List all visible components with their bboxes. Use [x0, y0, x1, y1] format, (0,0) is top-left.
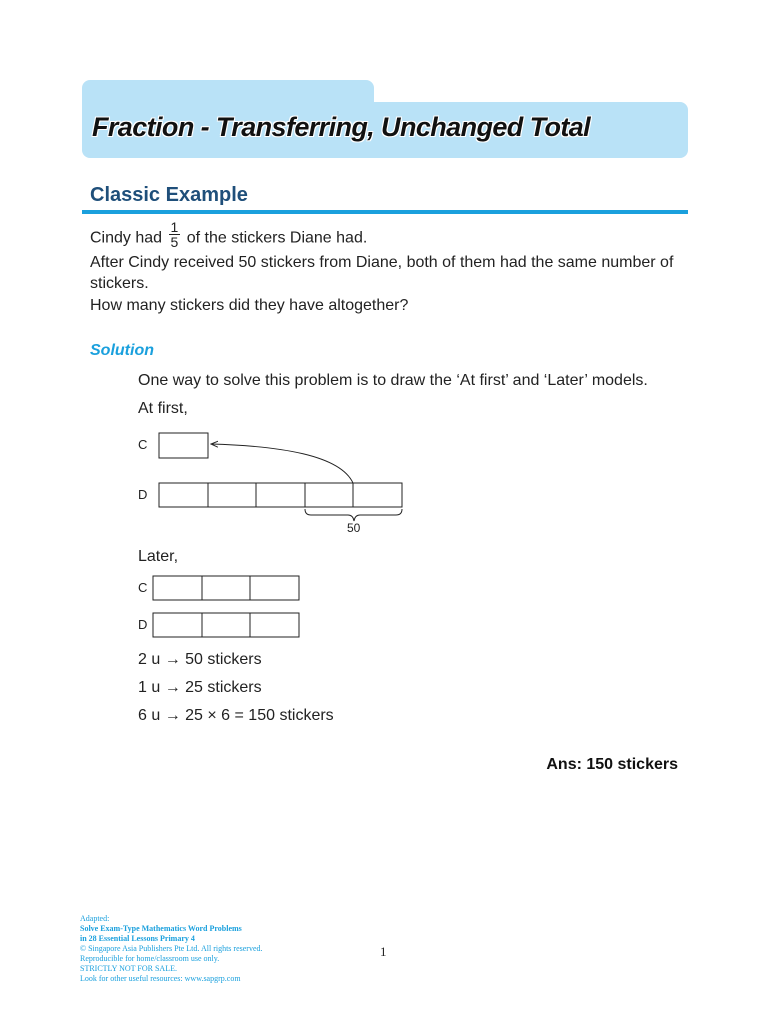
section-heading: Classic Example	[90, 184, 248, 206]
solution-heading: Solution	[90, 342, 154, 359]
at-first-d-label: D	[138, 487, 148, 502]
at-first-d-unit	[256, 483, 305, 507]
question-line-1-start: Cindy had	[90, 229, 163, 247]
at-first-d-unit	[353, 483, 402, 507]
solution-intro: One way to solve this problem is to draw the ‘At first’ and ‘Later’ models.	[138, 372, 648, 389]
later-c-unit	[250, 576, 299, 600]
later-c-unit	[202, 576, 250, 600]
footer-line: Reproducible for home/classroom use only.	[80, 954, 220, 963]
step-3: 6 u → 25 × 6 = 150 stickers	[138, 707, 334, 724]
footer-line: © Singapore Asia Publishers Pte Ltd. All rights reserved.	[80, 944, 263, 953]
later-d-unit	[153, 613, 202, 637]
question-line-4: How many stickers did they have altogether?	[90, 297, 409, 314]
transfer-arrow	[211, 444, 353, 483]
fraction-numerator: 1	[170, 219, 179, 235]
at-first-d-unit	[159, 483, 208, 507]
question-line-3: stickers.	[90, 275, 149, 292]
step-2: 1 u → 25 stickers	[138, 679, 262, 696]
at-first-c-unit	[159, 433, 208, 458]
at-first-d-unit	[305, 483, 353, 507]
later-c-unit	[153, 576, 202, 600]
footer-line: Solve Exam-Type Mathematics Word Problems	[80, 924, 242, 933]
question-line-1-end: of the stickers Diane had.	[186, 229, 368, 247]
at-first-c-label: C	[138, 437, 148, 452]
footer-line: STRICTLY NOT FOR SALE.	[80, 964, 177, 973]
footer-line: in 28 Essential Lessons Primary 4	[80, 934, 195, 943]
brace-label: 50	[347, 521, 361, 535]
answer: Ans: 150 stickers	[546, 756, 678, 773]
at-first-d-unit	[208, 483, 256, 507]
footer-line: Adapted:	[80, 914, 110, 923]
later-d-bar	[153, 613, 299, 637]
page-title: Fraction - Transferring, Unchanged Total	[92, 112, 591, 142]
later-d-unit	[250, 613, 299, 637]
at-first-label: At first,	[138, 400, 188, 417]
page-number: 1	[380, 944, 387, 959]
fraction-denominator: 5	[170, 234, 179, 250]
step-1: 2 u → 50 stickers	[138, 651, 262, 668]
brace	[305, 509, 402, 521]
footer-credits	[80, 914, 320, 984]
question-line-2: After Cindy received 50 stickers from Diane, both of them had the same number of	[90, 254, 674, 271]
later-d-label: D	[138, 617, 148, 632]
later-label: Later,	[138, 548, 179, 565]
footer-line: Look for other useful resources: www.sapgrp.com	[80, 974, 241, 983]
later-d-unit	[202, 613, 250, 637]
at-first-d-bar	[159, 483, 402, 507]
later-c-bar	[153, 576, 299, 600]
later-c-label: C	[138, 580, 148, 595]
